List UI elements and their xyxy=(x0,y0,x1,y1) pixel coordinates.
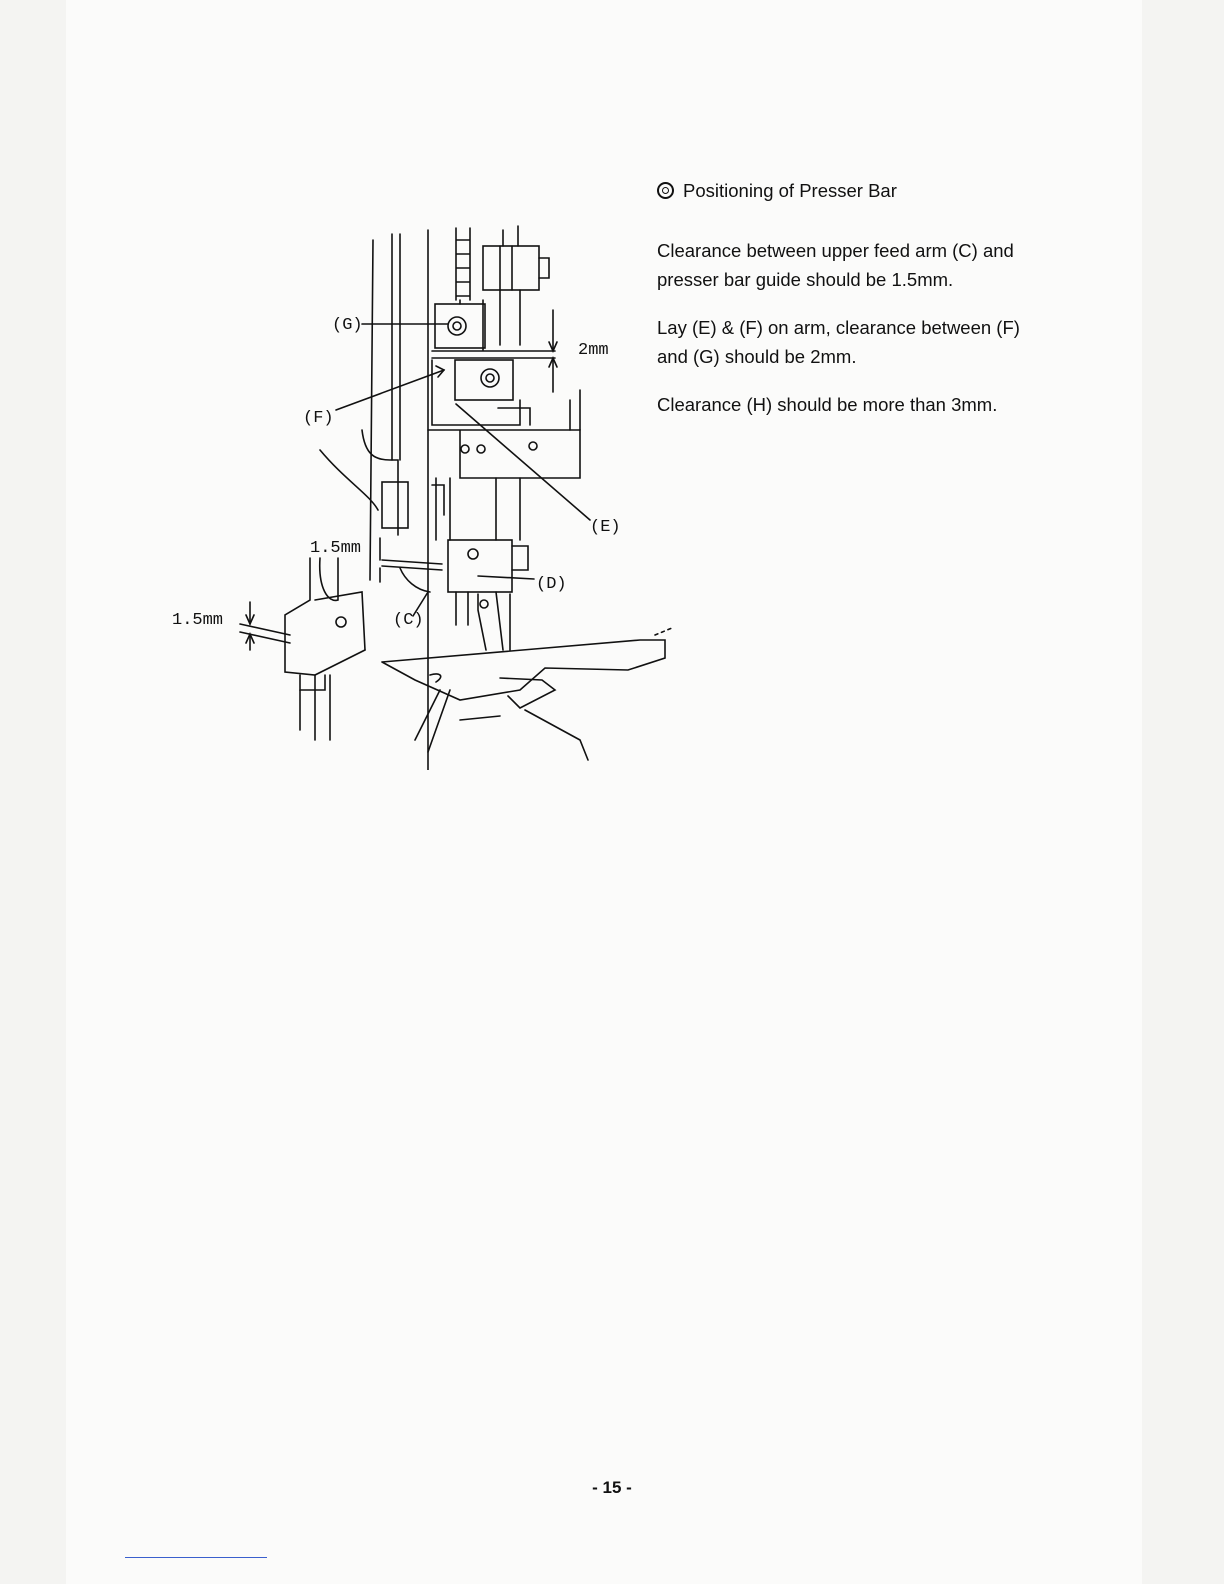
feed-dog xyxy=(430,674,555,708)
f-screw-inner xyxy=(486,374,494,382)
mid-bracket xyxy=(428,430,580,478)
top-block-details xyxy=(500,226,549,290)
d-screw xyxy=(468,549,478,559)
dim-lower-1-5mm-lines xyxy=(240,602,290,650)
paragraph-clearance-f-g: Lay (E) & (F) on arm, clearance between (F) and (G) should be 2mm. xyxy=(657,317,1020,367)
presser-bar xyxy=(500,290,520,345)
plate-continuation xyxy=(655,628,672,635)
f-screw xyxy=(481,369,499,387)
throat-plate xyxy=(382,640,665,700)
paragraph-clearance-c: Clearance between upper feed arm (C) and presser bar guide should be 1.5mm. xyxy=(657,240,1014,290)
left-clamp xyxy=(382,482,408,528)
presser-bar-section xyxy=(657,176,1037,438)
base-lines xyxy=(415,690,588,760)
f-mount xyxy=(432,360,530,425)
g-screw xyxy=(448,317,466,335)
presser-bar-diagram xyxy=(160,220,680,770)
g-screw-inner xyxy=(453,322,461,330)
footer-rule xyxy=(125,1557,267,1558)
gear-rack xyxy=(456,228,470,300)
d-block-tab xyxy=(512,546,528,570)
callout-g: (G) xyxy=(332,316,363,335)
d-block xyxy=(448,540,512,592)
lower-bar-lines xyxy=(432,478,520,540)
section-heading xyxy=(657,176,1037,205)
f-block xyxy=(455,360,513,400)
left-post-slot xyxy=(300,675,325,690)
mid-screw-2 xyxy=(477,445,485,453)
double-circle-icon xyxy=(657,182,674,199)
left-post-screw xyxy=(336,617,346,627)
dim-upper-1-5mm-lines xyxy=(380,538,442,582)
d-leader-line xyxy=(478,576,534,579)
mid-screw-1 xyxy=(461,445,469,453)
callout-d: (D) xyxy=(536,575,567,594)
page-number: - 15 - xyxy=(592,1478,632,1497)
top-block xyxy=(483,246,539,290)
g-block xyxy=(435,304,485,348)
g-block-edges xyxy=(460,300,483,350)
paragraph-clearance-h: Clearance (H) should be more than 3mm. xyxy=(657,394,998,415)
callout-c: (C) xyxy=(393,611,424,630)
mid-screw-3 xyxy=(529,442,537,450)
label-2mm: 2mm xyxy=(578,341,609,360)
label-upper-1-5mm: 1.5mm xyxy=(310,539,362,558)
mid-bracket-edges xyxy=(570,390,580,430)
frame-bar-lines xyxy=(370,230,428,770)
label-lower-1-5mm: 1.5mm xyxy=(172,611,224,630)
section-heading-text: Positioning of Presser Bar xyxy=(683,180,897,201)
callout-f: (F) xyxy=(303,409,334,428)
needle-clamp-screw xyxy=(480,600,488,608)
left-post xyxy=(285,558,365,675)
callout-e: (E) xyxy=(590,518,621,537)
c-arm-curve xyxy=(400,568,430,592)
